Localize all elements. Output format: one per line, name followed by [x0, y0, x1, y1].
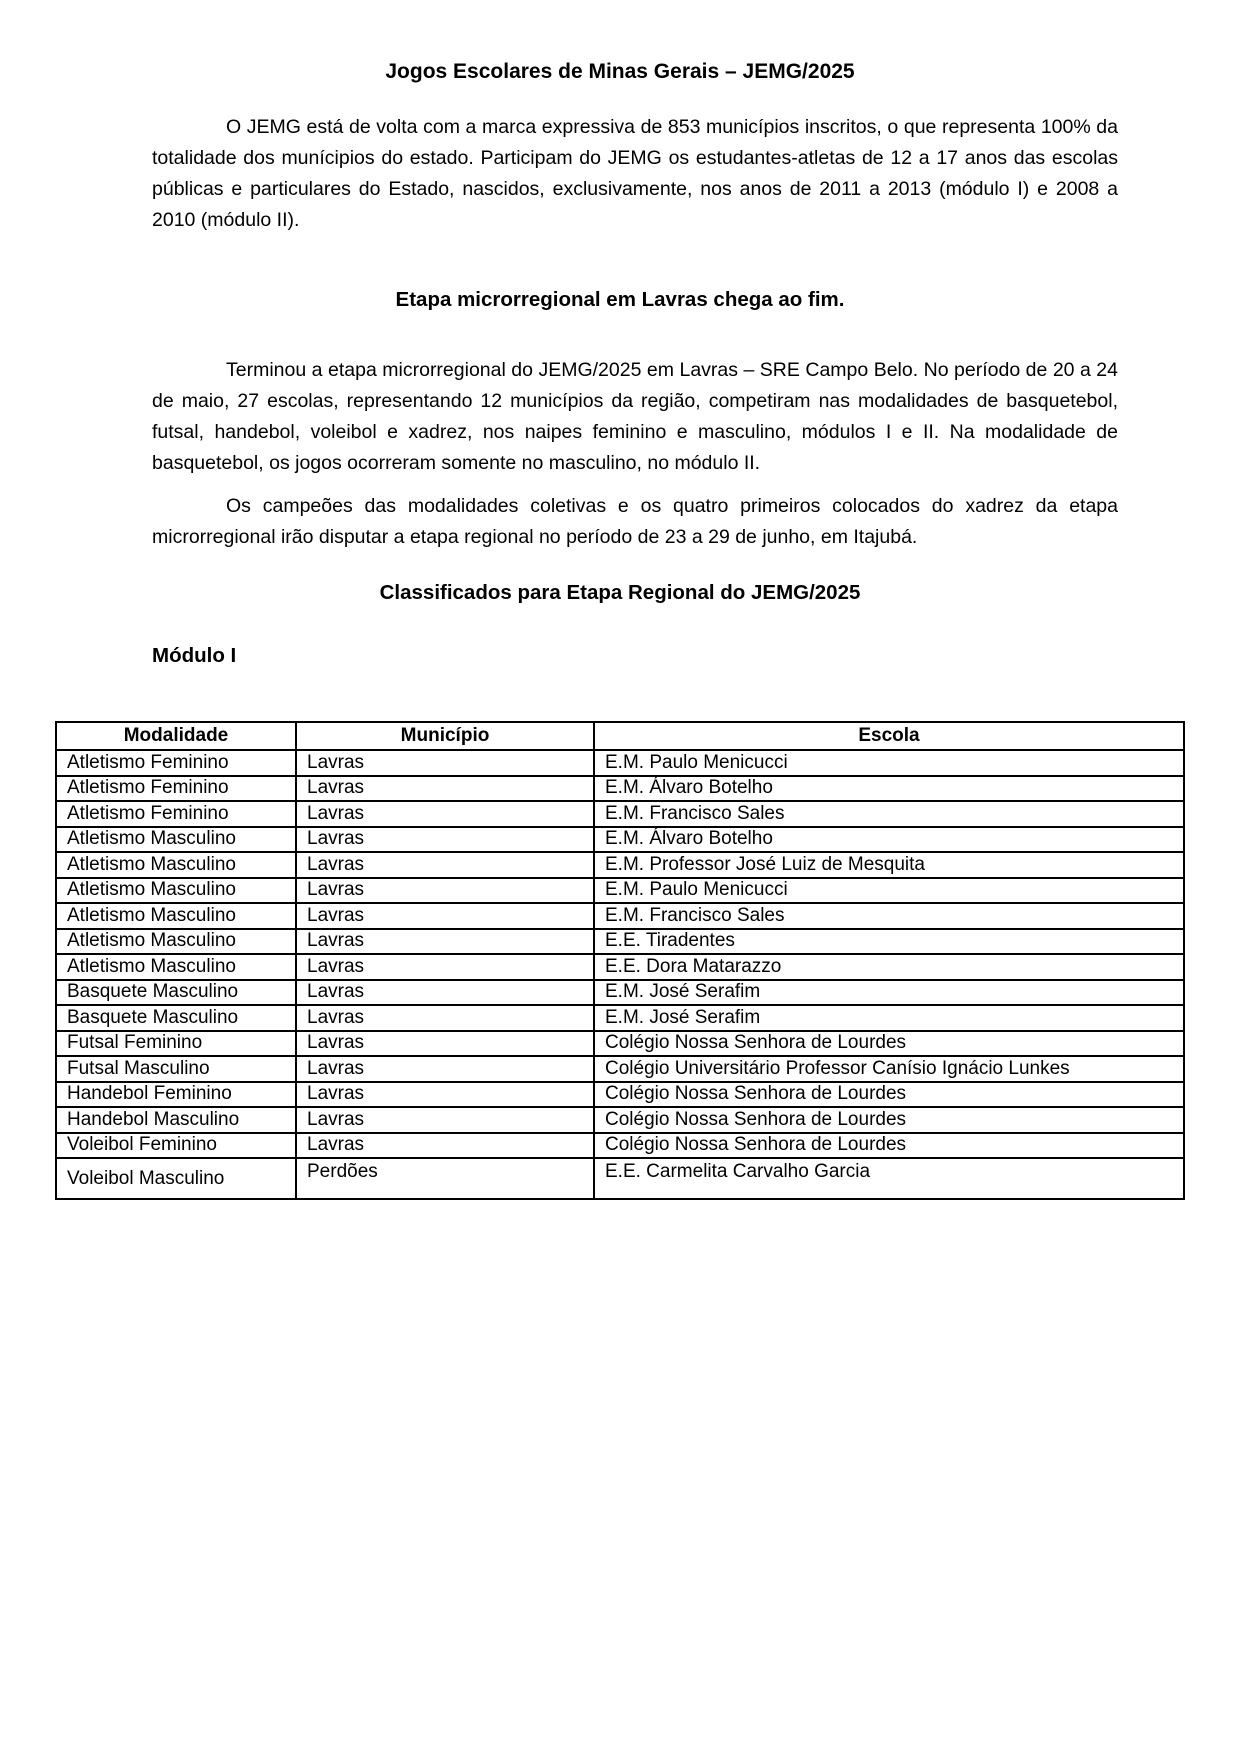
cell-municipio: Lavras	[296, 929, 594, 955]
cell-modalidade: Atletismo Masculino	[56, 929, 296, 955]
results-table-wrap	[55, 721, 1183, 1200]
table-row	[56, 852, 1184, 878]
cell-escola: E.M. Álvaro Botelho	[594, 776, 1184, 802]
cell-modalidade: Futsal Masculino	[56, 1056, 296, 1082]
results-table	[55, 721, 1185, 1200]
table-row	[56, 980, 1184, 1006]
cell-modalidade: Basquete Masculino	[56, 1005, 296, 1031]
cell-modalidade: Atletismo Feminino	[56, 750, 296, 776]
table-row	[56, 1005, 1184, 1031]
cell-modalidade: Atletismo Masculino	[56, 878, 296, 904]
cell-municipio: Lavras	[296, 1082, 594, 1108]
table-row	[56, 1056, 1184, 1082]
cell-municipio: Lavras	[296, 878, 594, 904]
table-body	[56, 750, 1184, 1199]
cell-escola: E.M. Paulo Menicucci	[594, 750, 1184, 776]
cell-modalidade: Handebol Masculino	[56, 1107, 296, 1133]
module-label: Módulo I	[152, 644, 237, 667]
table-row	[56, 1107, 1184, 1133]
cell-escola: E.M. Francisco Sales	[594, 801, 1184, 827]
cell-escola: Colégio Nossa Senhora de Lourdes	[594, 1133, 1184, 1159]
table-header	[56, 722, 1184, 750]
cell-escola: E.M. José Serafim	[594, 1005, 1184, 1031]
cell-municipio: Lavras	[296, 1107, 594, 1133]
document-title: Jogos Escolares de Minas Gerais – JEMG/2025	[385, 60, 855, 83]
cell-escola: E.M. Paulo Menicucci	[594, 878, 1184, 904]
cell-escola: E.E. Dora Matarazzo	[594, 954, 1184, 980]
cell-modalidade: Futsal Feminino	[56, 1031, 296, 1057]
microrregional-paragraph: Terminou a etapa microrregional do JEMG/2025 em Lavras – SRE Campo Belo. No período de 20 a 24 de maio, 27 escolas, representando 12 municípios da região, competiram nas modalidades de basquetebol, futsal, handebol, voleibol e xadrez, nos naipes feminino e masculino, módulos I e II. Na modalidade de basquetebol, os jogos ocorreram somente no masculino, no módulo II.	[152, 359, 1118, 474]
microrregional-heading: Etapa microrregional em Lavras chega ao fim.	[395, 288, 845, 311]
cell-modalidade: Atletismo Masculino	[56, 827, 296, 853]
cell-municipio: Lavras	[296, 980, 594, 1006]
intro-paragraph: O JEMG está de volta com a marca expressiva de 853 municípios inscritos, o que representa 100% da totalidade dos munícipios do estado. Participam do JEMG os estudantes-atletas de 12 a 17 anos das escolas públicas e particulares do Estado, nascidos, exclusivamente, nos anos de 2011 a 2013 (módulo I) e 2008 a 2010 (módulo II).	[152, 116, 1118, 231]
cell-modalidade: Atletismo Masculino	[56, 954, 296, 980]
cell-modalidade: Handebol Feminino	[56, 1082, 296, 1108]
cell-modalidade: Atletismo Masculino	[56, 903, 296, 929]
cell-escola: E.M. Francisco Sales	[594, 903, 1184, 929]
cell-escola: Colégio Nossa Senhora de Lourdes	[594, 1107, 1184, 1133]
classificados-paragraph: Os campeões das modalidades coletivas e os quatro primeiros colocados do xadrez da etapa microrregional irão disputar a etapa regional no período de 23 a 29 de junho, em Itajubá.	[152, 495, 1118, 548]
cell-escola: Colégio Universitário Professor Canísio Ignácio Lunkes	[594, 1056, 1184, 1082]
table-row	[56, 1031, 1184, 1057]
table-row	[56, 801, 1184, 827]
cell-modalidade: Basquete Masculino	[56, 980, 296, 1006]
cell-escola: Colégio Nossa Senhora de Lourdes	[594, 1031, 1184, 1057]
cell-municipio: Lavras	[296, 1056, 594, 1082]
cell-municipio: Lavras	[296, 954, 594, 980]
cell-municipio: Perdões	[296, 1158, 594, 1199]
cell-escola: E.E. Carmelita Carvalho Garcia	[594, 1158, 1184, 1199]
table-row	[56, 1082, 1184, 1108]
cell-escola: E.M. Professor José Luiz de Mesquita	[594, 852, 1184, 878]
table-row	[56, 878, 1184, 904]
cell-modalidade: Atletismo Feminino	[56, 776, 296, 802]
table-row	[56, 954, 1184, 980]
cell-municipio: Lavras	[296, 1133, 594, 1159]
table-header-municipio: Município	[296, 722, 594, 750]
cell-escola: E.M. Álvaro Botelho	[594, 827, 1184, 853]
cell-municipio: Lavras	[296, 903, 594, 929]
table-header-escola: Escola	[594, 722, 1184, 750]
cell-escola: E.M. José Serafim	[594, 980, 1184, 1006]
table-header-modalidade: Modalidade	[56, 722, 296, 750]
cell-municipio: Lavras	[296, 827, 594, 853]
cell-modalidade: Voleibol Feminino	[56, 1133, 296, 1159]
table-row	[56, 776, 1184, 802]
cell-modalidade: Atletismo Feminino	[56, 801, 296, 827]
table-header-row	[56, 722, 1184, 750]
table-row	[56, 929, 1184, 955]
cell-municipio: Lavras	[296, 1031, 594, 1057]
table-row	[56, 1158, 1184, 1199]
table-row	[56, 1133, 1184, 1159]
cell-municipio: Lavras	[296, 750, 594, 776]
cell-municipio: Lavras	[296, 776, 594, 802]
cell-modalidade: Voleibol Masculino	[56, 1158, 296, 1199]
cell-escola: E.E. Tiradentes	[594, 929, 1184, 955]
cell-modalidade: Atletismo Masculino	[56, 852, 296, 878]
table-row	[56, 827, 1184, 853]
cell-municipio: Lavras	[296, 852, 594, 878]
table-row	[56, 750, 1184, 776]
cell-escola: Colégio Nossa Senhora de Lourdes	[594, 1082, 1184, 1108]
table-row	[56, 903, 1184, 929]
cell-municipio: Lavras	[296, 1005, 594, 1031]
classificados-heading: Classificados para Etapa Regional do JEMG/2025	[379, 581, 861, 604]
cell-municipio: Lavras	[296, 801, 594, 827]
